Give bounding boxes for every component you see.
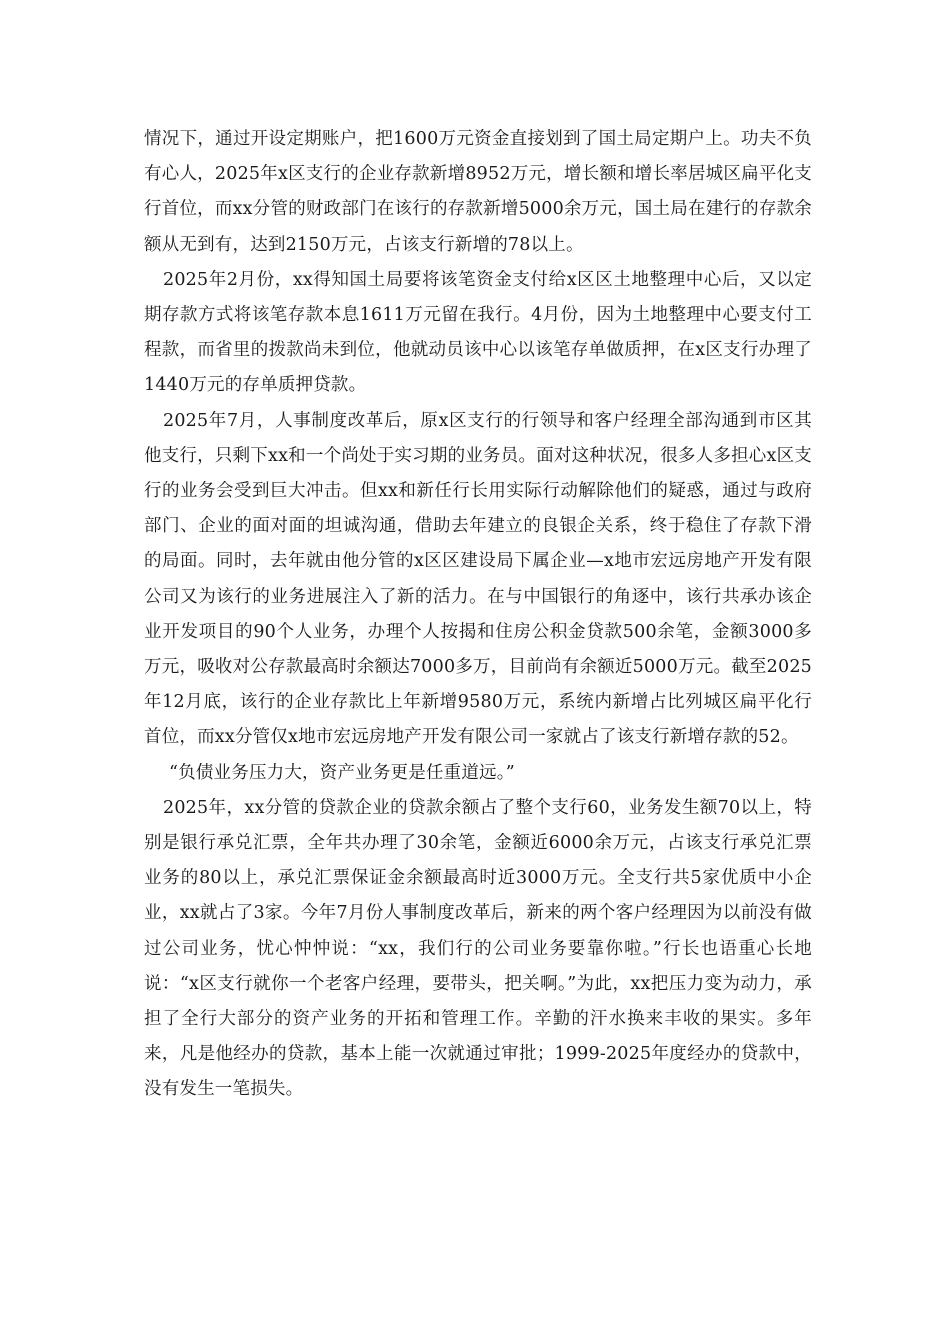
paragraph-quote: “负债业务压力大，资产业务更是任重道远。”: [169, 762, 515, 783]
paragraph-5: 2025年，xx分管的贷款企业的贷款余额占了整个支行60，业务发生额70以上，特别是银行承兑汇票，全年共办理了30余笔，金额近6000余万元，占该支行承兑汇票业务的80以上，承兑汇票保证金余额最高时近3000万元。全支行共5家优质中小企业，xx就占了3家。今年7月份人事制度改革后，新来的两个客户经理因为以前没有做过公司业务，忧心忡忡说：“xx，我们行的公司业务要靠你啦。”行长也语重心长地说：“x区支行就你一个老客户经理，要带头，把关啊。”为此，xx把压力变为动力，承担了全行大部分的资产业务的开拓和管理工作。辛勤的汗水换来丰收的果实。多年来，凡是他经办的贷款，基本上能一次就通过审批；1999-2025年度经办的贷款中，没有发生一笔损失。: [144, 797, 812, 1100]
paragraph-1: 情况下，通过开设定期账户，把1600万元资金直接划到了国土局定期户上。功夫不负有心人，2025年x区支行的企业存款新增8952万元，增长额和增长率居城区扁平化支行首位，而xx分管的财政部门在该行的存款新增5000余万元，国土局在建行的存款余额从无到有，达到2150万元，占该支行新增的78以上。: [144, 129, 812, 255]
paragraph-2: 2025年2月份，xx得知国土局要将该笔资金支付给x区区土地整理中心后，又以定期存款方式将该笔存款本息1611万元留在我行。4月份，因为土地整理中心要支付工程款，而省里的拨款尚未到位，他就动员该中心以该笔存单做质押，在x区支行办理了1440万元的存单质押贷款。: [144, 269, 812, 396]
paragraph-3: 2025年7月，人事制度改革后，原x区支行的行领导和客户经理全部沟通到市区其他支行，只剩下xx和一个尚处于实习期的业务员。面对这种状况，很多人多担心x区支行的业务会受到巨大冲击。但xx和新任行长用实际行动解除他们的疑惑，通过与政府部门、企业的面对面的坦诚沟通，借助去年建立的良银企关系，终于稳住了存款下滑的局面。同时，去年就由他分管的x区区建设局下属企业—x地市宏远房地产开发有限公司又为该行的业务进展注入了新的活力。在与中国银行的角逐中，该行共承办该企业开发项目的90个人业务，办理个人按揭和住房公积金贷款500余笔，金额3000多万元，吸收对公存款最高时余额达7000多万，目前尚有余额近5000万元。截至2025年12月底，该行的企业存款比上年新增9580万元，系统内新增占比列城区扁平化行首位，而xx分管仅x地市宏远房地产开发有限公司一家就占了该支行新增存款的52。: [144, 410, 812, 748]
document-body: [144, 122, 812, 1108]
